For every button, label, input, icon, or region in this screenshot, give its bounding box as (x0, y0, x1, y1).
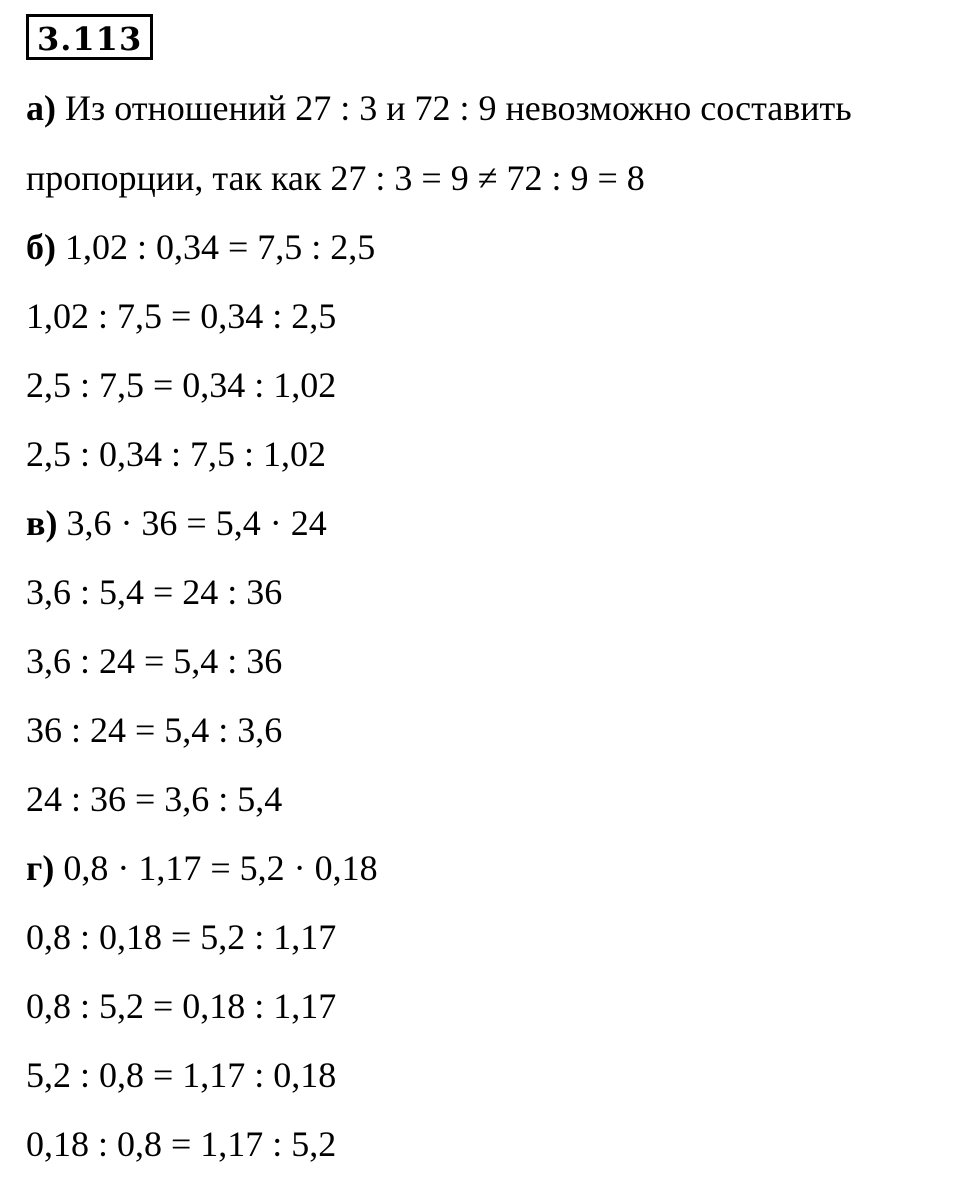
part-label-a: а) (26, 88, 56, 128)
part-g-line-3 (26, 986, 336, 1026)
line-text: 0,18 : 0,8 = 1,17 : 5,2 (26, 1124, 337, 1164)
line-text: 2,5 : 0,34 : 7,5 : 1,02 (26, 434, 327, 474)
part-v-line-1 (26, 503, 327, 543)
line-text: 2,5 : 7,5 = 0,34 : 1,02 (26, 365, 337, 405)
part-g-line-4 (26, 1055, 336, 1095)
part-b-line-2 (26, 296, 336, 336)
line-text: Из отношений 27 : 3 и 72 : 9 невозможно составить (56, 88, 852, 128)
line-text: пропорции, так как 27 : 3 = 9 ≠ 72 : 9 = 8 (26, 158, 645, 198)
part-a-line-1 (26, 88, 852, 128)
part-b-line-1 (26, 227, 375, 267)
line-text: 3,6 · 36 = 5,4 · 24 (57, 503, 327, 543)
part-b-line-4 (26, 434, 326, 474)
line-text: 3,6 : 24 = 5,4 : 36 (26, 641, 283, 681)
part-v-line-2 (26, 572, 282, 612)
line-text: 5,2 : 0,8 = 1,17 : 0,18 (26, 1055, 337, 1095)
line-text: 3,6 : 5,4 = 24 : 36 (26, 572, 283, 612)
problem-number: 3.113 (26, 14, 153, 60)
line-text: 1,02 : 7,5 = 0,34 : 2,5 (26, 296, 337, 336)
line-text: 0,8 : 5,2 = 0,18 : 1,17 (26, 986, 337, 1026)
part-a-line-2 (26, 158, 645, 198)
line-text: 0,8 : 0,18 = 5,2 : 1,17 (26, 917, 337, 957)
line-text: 36 : 24 = 5,4 : 3,6 (26, 710, 283, 750)
part-v-line-4 (26, 710, 282, 750)
line-text: 24 : 36 = 3,6 : 5,4 (26, 779, 283, 819)
part-v-line-3 (26, 641, 282, 681)
part-g-line-5 (26, 1124, 336, 1164)
part-label-b: б) (26, 227, 56, 267)
part-label-g: г) (26, 848, 55, 888)
part-b-line-3 (26, 365, 336, 405)
line-text: 0,8 · 1,17 = 5,2 · 0,18 (54, 848, 378, 888)
part-v-line-5 (26, 779, 282, 819)
line-text: 1,02 : 0,34 = 7,5 : 2,5 (56, 227, 376, 267)
part-g-line-1 (26, 848, 378, 888)
part-label-v: в) (26, 503, 58, 543)
part-g-line-2 (26, 917, 336, 957)
